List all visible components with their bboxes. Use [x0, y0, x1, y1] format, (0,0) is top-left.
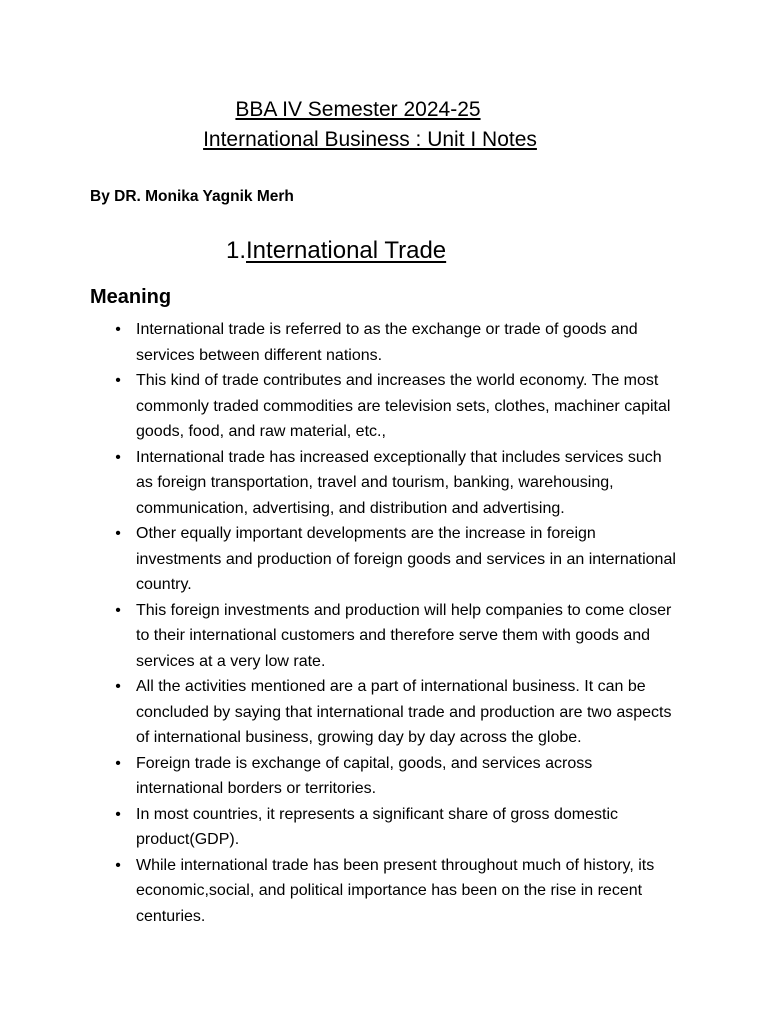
- bullet-icon: •: [115, 448, 121, 466]
- list-item: [112, 445, 677, 522]
- bullet-icon: •: [115, 856, 121, 874]
- list-item-text: International trade has increased exceptionally that includes services such as foreign transportation, travel and tourism, banking, warehousing, communication, advertising, and distribution and advertising.: [136, 448, 662, 517]
- list-item: [112, 368, 677, 445]
- bullet-icon: •: [115, 525, 121, 542]
- list-item-text: All the activities mentioned are a part of international business. It can be concluded by saying that international trade and production are two aspects of international business, growing day by day across the globe.: [136, 678, 672, 746]
- bullet-icon: •: [115, 601, 121, 619]
- bullet-icon: •: [115, 321, 121, 338]
- list-item: [112, 802, 677, 853]
- list-item-text: While international trade has been present throughout much of history, its economic,social, and political importance has been on the rise in recent centuries.: [136, 856, 655, 925]
- list-item: [112, 853, 677, 930]
- bullet-icon: •: [115, 678, 121, 695]
- list-item-text: This kind of trade contributes and increases the world economy. The most commonly traded commodities are television sets, clothes, machiner capital goods, food, and raw material, etc.,: [136, 372, 671, 440]
- list-item-text: Foreign trade is exchange of capital, goods, and services across international borders or territories.: [136, 754, 593, 797]
- list-item: [112, 598, 677, 675]
- bullet-icon: •: [115, 805, 121, 823]
- list-item-text: In most countries, it represents a significant share of gross domestic product(GDP).: [136, 805, 618, 848]
- list-item: [112, 751, 677, 802]
- bullet-icon: •: [115, 754, 121, 772]
- list-item-text: International trade is referred to as the exchange or trade of goods and services between different nations.: [136, 321, 638, 364]
- subheading-meaning: Meaning: [90, 286, 172, 308]
- section-heading: [226, 234, 446, 268]
- list-item: [112, 521, 677, 598]
- title-line-subject: International Business : Unit I Notes: [203, 128, 537, 151]
- bullet-icon: •: [115, 372, 121, 389]
- list-item-text: Other equally important developments are the increase in foreign investments and production of foreign goods and services in an international country.: [136, 525, 676, 593]
- list-item: [112, 317, 677, 368]
- list-item-text: This foreign investments and production will help companies to come closer to their international customers and therefore serve them with goods and services at a very low rate.: [136, 601, 672, 670]
- section-number: 1.: [226, 237, 247, 264]
- author-line: By DR. Monika Yagnik Merh: [90, 188, 294, 205]
- document-title: [0, 95, 740, 155]
- bullet-list: [112, 317, 677, 929]
- list-item: [112, 674, 677, 751]
- title-line-semester: BBA IV Semester 2024-25: [235, 98, 481, 121]
- section-title: International Trade: [246, 237, 447, 264]
